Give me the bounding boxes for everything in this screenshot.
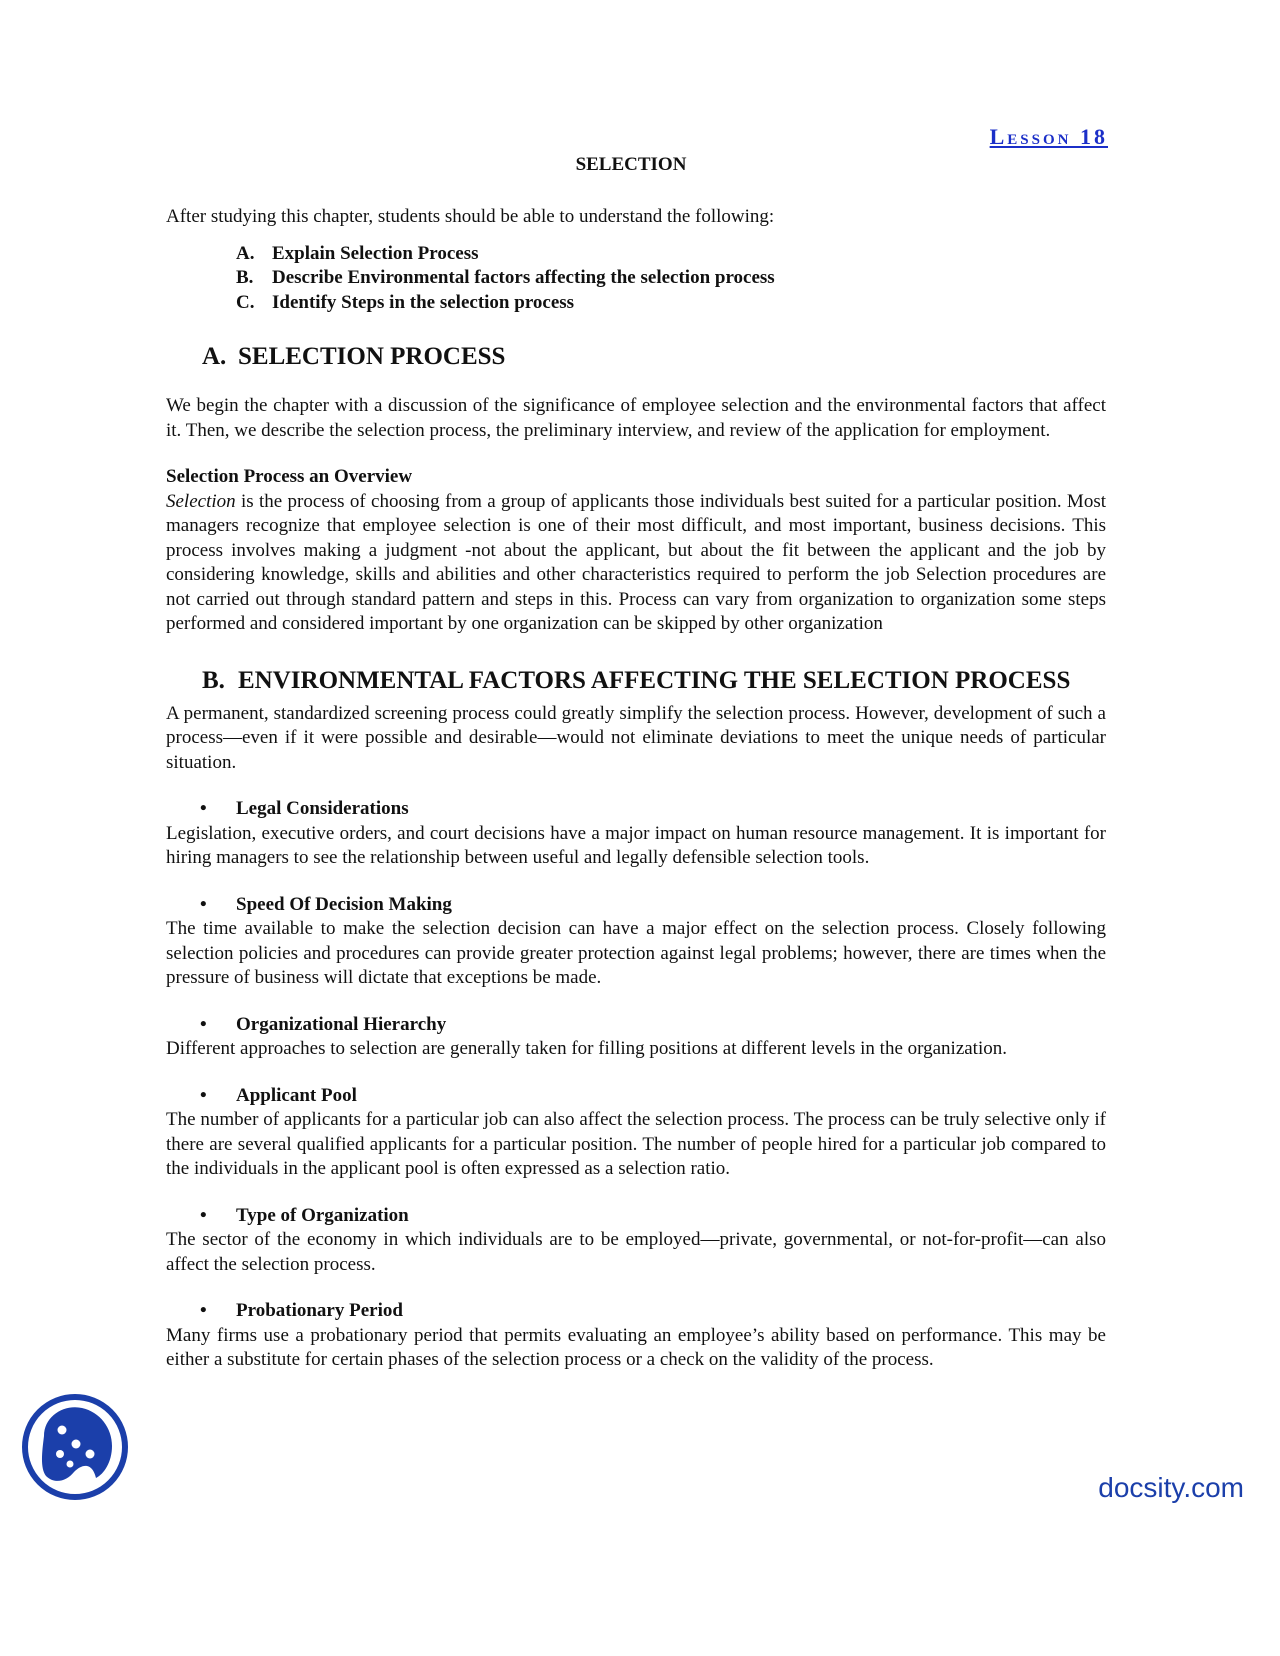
factor-heading — [200, 1013, 1106, 1038]
factor-heading — [200, 893, 1106, 918]
factor-title: Speed Of Decision Making — [236, 893, 452, 915]
section-a-heading — [202, 341, 1106, 372]
overview-paragraph — [166, 490, 1106, 637]
intro-text: After studying this chapter, students should be able to understand the following: — [166, 206, 775, 227]
objective-marker: C. — [236, 291, 255, 313]
objective-item — [236, 242, 1106, 267]
page-title: SELECTION — [575, 154, 687, 175]
section-a-paragraph: We begin the chapter with a discussion of the significance of employee selection and the environmental factors that affect it. Then, we describe the selection process, the preliminary interview, and review of the application for employment. — [166, 395, 1106, 441]
factor-title: Applicant Pool — [236, 1084, 357, 1106]
bullet-icon: • — [200, 1084, 207, 1106]
factor-title: Type of Organization — [236, 1204, 409, 1226]
bullet-icon: • — [200, 1300, 207, 1321]
objectives-list — [166, 242, 1106, 316]
factor-title: Probationary Period — [236, 1300, 403, 1321]
factor-heading — [200, 1204, 1106, 1229]
objective-marker: A. — [236, 242, 255, 264]
factor-text: Legislation, executive orders, and court decisions have a major impact on human resource management. It is important for hiring managers to see the relationship between useful and legally defensible selection tools. — [166, 822, 1106, 868]
objective-text: Explain Selection Process — [272, 242, 479, 264]
bullet-icon: • — [200, 1013, 207, 1035]
objective-text: Identify Steps in the selection process — [272, 291, 575, 313]
factor-heading — [200, 1084, 1106, 1109]
document-body — [166, 205, 1106, 1373]
lesson-number: Lesson 18 — [989, 124, 1108, 149]
section-b-title: ENVIRONMENTAL FACTORS AFFECTING THE SELECTION PROCESS — [238, 666, 1071, 694]
factor-text: Many firms use a probationary period that permits evaluating an employee’s ability based on performance. This may be either a substitute for certain phases of the selection process or a check on the validity of the process. — [166, 1324, 1106, 1370]
overview-text: is the process of choosing from a group of applicants those individuals best suited for a particular position. Most managers recognize that employee selection is one of their most difficult, and most important, business decisions. This process involves making a judgment -not about the applicant, but about the fit between the applicant and the job by considering knowledge, skills and abilities and other characteristics required to perform the job Selection procedures are not carried out through standard pattern and steps in this. Process can vary from organization to organization some steps performed and considered important by one organization can be skipped by other organization — [166, 490, 1106, 634]
overview-term: Selection — [166, 490, 236, 512]
factor-text: Different approaches to selection are generally taken for filling positions at different levels in the organization. — [166, 1038, 1007, 1059]
objective-marker: B. — [236, 267, 254, 288]
objective-text: Describe Environmental factors affecting the selection process — [272, 267, 775, 288]
factor-title: Legal Considerations — [236, 798, 409, 819]
bullet-icon: • — [200, 1204, 207, 1226]
factor-text: The sector of the economy in which individuals are to be employed—private, governmental, or not-for-profit—can also affect the selection process. — [166, 1229, 1106, 1275]
section-a-title: SELECTION PROCESS — [238, 343, 506, 370]
section-a-number: A. — [202, 343, 227, 370]
overview-subheading: Selection Process an Overview — [166, 466, 413, 487]
factor-text: The time available to make the selection decision can have a major effect on the selection process. Closely following selection policies and procedures can provide greater protection against legal problems; however, there are times when the pressure of business will dictate that exceptions be made. — [166, 918, 1106, 988]
docsity-logo-icon[interactable] — [20, 1392, 130, 1502]
docsity-brand-link[interactable]: docsity.com — [1098, 1472, 1244, 1503]
section-b-number: B. — [202, 666, 225, 694]
factor-heading — [200, 797, 1106, 822]
factor-title: Organizational Hierarchy — [236, 1013, 447, 1035]
objective-item — [236, 266, 1106, 291]
section-b-heading — [202, 665, 1106, 696]
factor-text: The number of applicants for a particular job can also affect the selection process. The process can be truly selective only if there are several qualified applicants for a particular position. The number of people hired for a particular job compared to the individuals in the applicant pool is often expressed as a selection ratio. — [166, 1109, 1106, 1179]
section-b-paragraph: A permanent, standardized screening process could greatly simplify the selection process. However, development of such a process—even if it were possible and desirable—would not eliminate deviations to meet the unique needs of particular situation. — [166, 702, 1106, 773]
objective-item — [236, 291, 1106, 316]
bullet-icon: • — [200, 893, 207, 915]
factor-heading — [200, 1299, 1106, 1324]
bullet-icon: • — [200, 798, 207, 819]
